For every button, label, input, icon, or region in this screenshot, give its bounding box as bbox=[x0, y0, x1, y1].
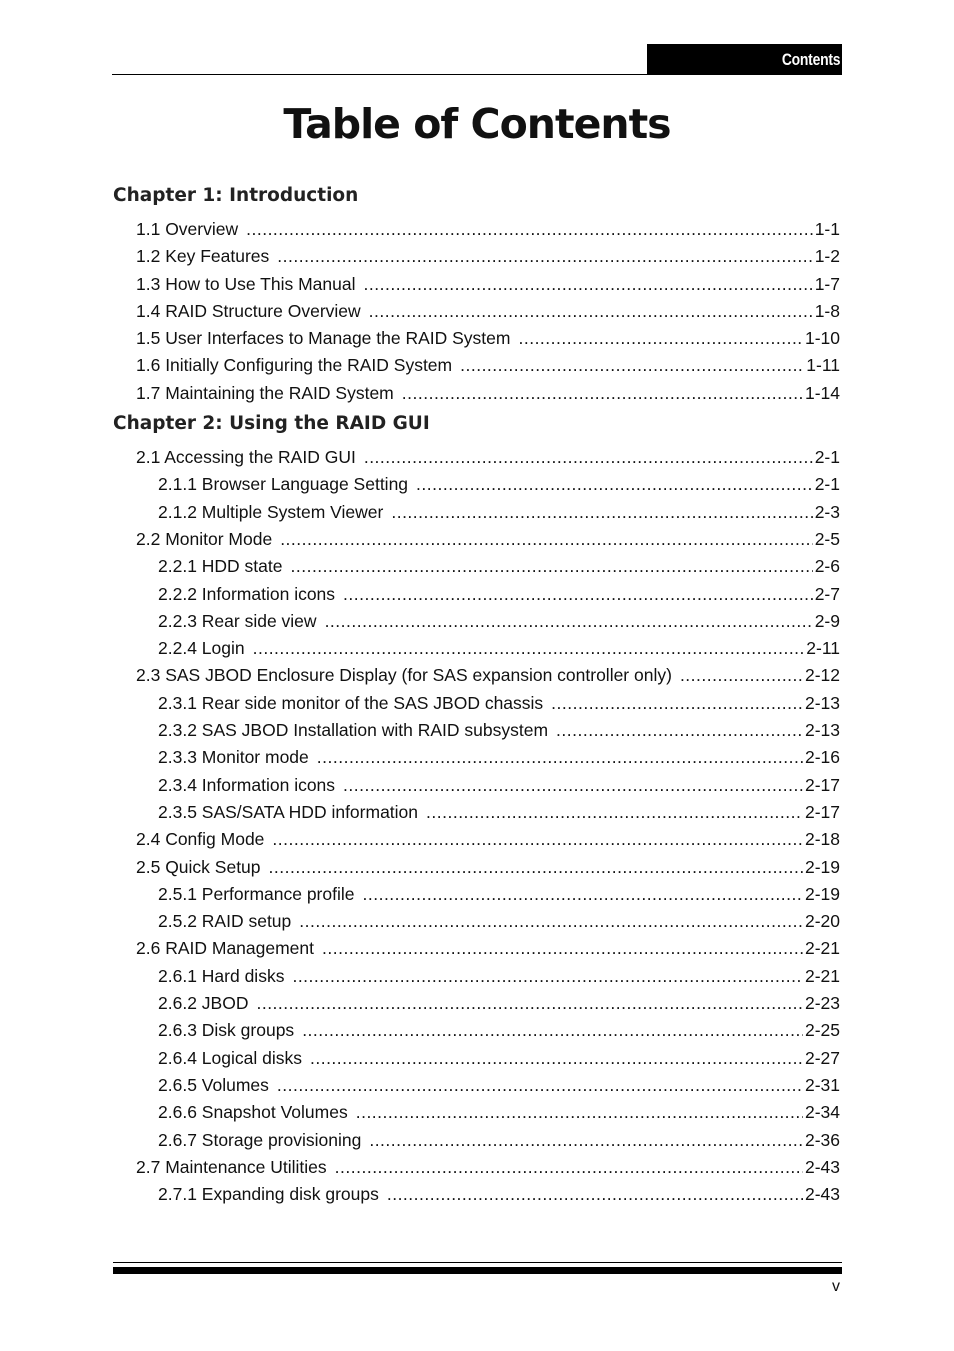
chapter-heading: Chapter 1: Introduction bbox=[113, 185, 359, 206]
dot-leader bbox=[391, 499, 812, 526]
dot-leader bbox=[272, 826, 803, 853]
toc-entry[interactable] bbox=[113, 380, 840, 407]
toc-entry-label: 1.4 RAID Structure Overview bbox=[136, 300, 361, 321]
header-section-label: Contents bbox=[781, 49, 840, 69]
toc-entry-label: 2.6.1 Hard disks bbox=[158, 965, 285, 986]
toc-entry[interactable] bbox=[113, 881, 840, 908]
toc-entry-page: 2-34 bbox=[804, 1102, 840, 1123]
dot-leader bbox=[426, 799, 803, 826]
toc-entry-label: 2.3.2 SAS JBOD Installation with RAID subsystem bbox=[158, 720, 549, 741]
dot-leader bbox=[356, 1099, 803, 1126]
toc-entry-page: 2-9 bbox=[814, 610, 840, 631]
dot-leader bbox=[335, 1154, 803, 1181]
toc-entry-page: 2-3 bbox=[814, 501, 840, 522]
table-of-contents bbox=[113, 181, 840, 1208]
toc-entry[interactable] bbox=[113, 1045, 840, 1072]
page-title: Table of Contents bbox=[283, 100, 671, 148]
dot-leader bbox=[322, 935, 803, 962]
toc-entry[interactable] bbox=[113, 772, 840, 799]
toc-entry-page: 2-43 bbox=[804, 1156, 840, 1177]
toc-entry-label: 2.6.2 JBOD bbox=[158, 993, 249, 1014]
toc-entry[interactable] bbox=[113, 744, 840, 771]
dot-leader bbox=[292, 963, 803, 990]
toc-entry-label: 1.5 User Interfaces to Manage the RAID System bbox=[136, 328, 511, 349]
dot-leader bbox=[680, 662, 803, 689]
toc-entry[interactable] bbox=[113, 908, 840, 935]
toc-entry-label: 1.7 Maintaining the RAID System bbox=[136, 382, 394, 403]
toc-entry[interactable] bbox=[113, 298, 840, 325]
toc-entry-page: 2-21 bbox=[804, 965, 840, 986]
toc-entry[interactable] bbox=[113, 826, 840, 853]
toc-entry[interactable] bbox=[113, 608, 840, 635]
toc-entry-page: 1-2 bbox=[814, 246, 840, 267]
toc-entry-label: 2.5 Quick Setup bbox=[136, 856, 261, 877]
toc-entry[interactable] bbox=[113, 1017, 840, 1044]
toc-entry-label: 2.4 Config Mode bbox=[136, 829, 265, 850]
toc-entry-label: 2.3.1 Rear side monitor of the SAS JBOD chassis bbox=[158, 692, 544, 713]
page-number: v bbox=[832, 1278, 840, 1295]
footer-rule-thin bbox=[113, 1262, 842, 1263]
toc-entry-label: 2.6.3 Disk groups bbox=[158, 1020, 295, 1041]
toc-entry-label: 2.7 Maintenance Utilities bbox=[136, 1156, 327, 1177]
toc-entry-label: 2.1 Accessing the RAID GUI bbox=[136, 447, 356, 468]
toc-entry-label: 2.6.7 Storage provisioning bbox=[158, 1129, 362, 1150]
header-section-tab bbox=[647, 44, 842, 75]
toc-entry-label: 1.6 Initially Configuring the RAID System bbox=[136, 355, 453, 376]
toc-entry-page: 2-16 bbox=[804, 747, 840, 768]
toc-entry-page: 2-20 bbox=[804, 911, 840, 932]
toc-entry-page: 2-7 bbox=[814, 583, 840, 604]
chapter-heading: Chapter 2: Using the RAID GUI bbox=[113, 413, 430, 435]
toc-entry[interactable] bbox=[113, 854, 840, 881]
toc-entry-page: 2-18 bbox=[804, 829, 840, 850]
toc-entry[interactable] bbox=[113, 499, 840, 526]
dot-leader bbox=[460, 352, 804, 379]
toc-entry-label: 2.3.5 SAS/SATA HDD information bbox=[158, 801, 419, 822]
toc-entry-page: 2-36 bbox=[804, 1129, 840, 1150]
toc-entry[interactable] bbox=[113, 581, 840, 608]
dot-leader bbox=[246, 216, 813, 243]
toc-entry[interactable] bbox=[113, 1181, 840, 1208]
toc-entry[interactable] bbox=[113, 526, 840, 553]
toc-entry[interactable] bbox=[113, 717, 840, 744]
dot-leader bbox=[556, 717, 803, 744]
dot-leader bbox=[343, 581, 813, 608]
toc-entry-label: 2.3.3 Monitor mode bbox=[158, 747, 309, 768]
dot-leader bbox=[387, 1181, 803, 1208]
toc-entry-page: 2-17 bbox=[804, 801, 840, 822]
toc-entry-page: 2-1 bbox=[814, 447, 840, 468]
toc-entry[interactable] bbox=[113, 963, 840, 990]
toc-entry[interactable] bbox=[113, 1127, 840, 1154]
dot-leader bbox=[416, 471, 813, 498]
toc-entry[interactable] bbox=[113, 553, 840, 580]
toc-entry[interactable] bbox=[113, 1099, 840, 1126]
dot-leader bbox=[369, 298, 813, 325]
dot-leader bbox=[518, 325, 802, 352]
toc-entry[interactable] bbox=[113, 1154, 840, 1181]
toc-entry-label: 2.2.3 Rear side view bbox=[158, 610, 317, 631]
toc-entry-label: 2.2 Monitor Mode bbox=[136, 528, 273, 549]
dot-leader bbox=[364, 271, 813, 298]
toc-entry-page: 2-19 bbox=[804, 883, 840, 904]
toc-entry-page: 2-19 bbox=[804, 856, 840, 877]
dot-leader bbox=[369, 1127, 803, 1154]
toc-entry[interactable] bbox=[113, 662, 840, 689]
toc-entry[interactable] bbox=[113, 325, 840, 352]
dot-leader bbox=[256, 990, 803, 1017]
toc-entry-page: 1-1 bbox=[814, 219, 840, 239]
dot-leader bbox=[291, 553, 813, 580]
dot-leader bbox=[402, 380, 803, 407]
toc-entry[interactable] bbox=[113, 352, 840, 379]
toc-entry-label: 2.2.2 Information icons bbox=[158, 583, 336, 604]
toc-entry[interactable] bbox=[113, 271, 840, 298]
dot-leader bbox=[325, 608, 813, 635]
toc-entry[interactable] bbox=[113, 444, 840, 471]
dot-leader bbox=[551, 690, 803, 717]
dot-leader bbox=[364, 444, 813, 471]
toc-entry[interactable] bbox=[113, 690, 840, 717]
dot-leader bbox=[299, 908, 803, 935]
toc-entry-page: 1-8 bbox=[814, 300, 840, 321]
toc-entry[interactable] bbox=[113, 1072, 840, 1099]
dot-leader bbox=[269, 854, 803, 881]
toc-entry-label: 2.3 SAS JBOD Enclosure Display (for SAS expansion controller only) bbox=[136, 665, 672, 686]
toc-entry-label: 2.3.4 Information icons bbox=[158, 774, 336, 795]
dot-leader bbox=[302, 1017, 803, 1044]
dot-leader bbox=[277, 1072, 803, 1099]
toc-entry-page: 2-27 bbox=[804, 1047, 840, 1068]
toc-entry-label: 1.2 Key Features bbox=[136, 246, 270, 267]
toc-entry-label: 1.1 Overview bbox=[136, 219, 239, 239]
toc-entry-page: 2-1 bbox=[814, 474, 840, 495]
toc-entry-label: 2.6.4 Logical disks bbox=[158, 1047, 302, 1068]
toc-entry-page: 2-21 bbox=[804, 938, 840, 959]
toc-entry-label: 2.1.1 Browser Language Setting bbox=[158, 474, 409, 495]
toc-entry-label: 2.1.2 Multiple System Viewer bbox=[158, 501, 384, 522]
dot-leader bbox=[317, 744, 803, 771]
dot-leader bbox=[280, 526, 813, 553]
toc-entry[interactable] bbox=[113, 243, 840, 270]
toc-entry-page: 1-14 bbox=[804, 382, 840, 403]
toc-entry-page: 2-23 bbox=[804, 993, 840, 1014]
toc-entry-label: 2.6.5 Volumes bbox=[158, 1074, 269, 1095]
toc-entry-label: 2.5.2 RAID setup bbox=[158, 911, 292, 932]
toc-entry-page: 2-31 bbox=[804, 1074, 840, 1095]
toc-entry-label: 1.3 How to Use This Manual bbox=[136, 273, 356, 294]
toc-entry[interactable] bbox=[113, 990, 840, 1017]
toc-entry-label: 2.2.4 Login bbox=[158, 638, 245, 659]
toc-entry[interactable] bbox=[113, 216, 840, 243]
toc-entry-label: 2.5.1 Performance profile bbox=[158, 883, 355, 904]
dot-leader bbox=[363, 881, 803, 908]
toc-entry-page: 2-5 bbox=[814, 528, 840, 549]
toc-entry-page: 2-25 bbox=[804, 1020, 840, 1041]
toc-entry-page: 2-11 bbox=[806, 638, 840, 659]
dot-leader bbox=[310, 1045, 803, 1072]
toc-entry-page: 1-7 bbox=[814, 273, 840, 294]
footer-rule-thick bbox=[113, 1267, 842, 1274]
toc-entry-label: 2.7.1 Expanding disk groups bbox=[158, 1184, 379, 1205]
toc-entry[interactable] bbox=[113, 799, 840, 826]
toc-entry-page: 2-13 bbox=[804, 720, 840, 741]
header-rule bbox=[112, 74, 842, 75]
dot-leader bbox=[253, 635, 805, 662]
toc-entry-page: 2-12 bbox=[804, 665, 840, 686]
toc-entry-page: 1-11 bbox=[806, 355, 840, 376]
toc-entry[interactable] bbox=[113, 635, 840, 662]
toc-entry-page: 2-6 bbox=[814, 556, 840, 577]
toc-entry-label: 2.6 RAID Management bbox=[136, 938, 315, 959]
toc-entry-page: 1-10 bbox=[804, 328, 840, 349]
dot-leader bbox=[343, 772, 803, 799]
toc-entry-page: 2-13 bbox=[804, 692, 840, 713]
toc-entry-page: 2-43 bbox=[804, 1184, 840, 1205]
toc-entry-page: 2-17 bbox=[804, 774, 840, 795]
dot-leader bbox=[277, 243, 812, 270]
toc-entry[interactable] bbox=[113, 935, 840, 962]
toc-entry-label: 2.2.1 HDD state bbox=[158, 556, 283, 577]
toc-entry-label: 2.6.6 Snapshot Volumes bbox=[158, 1102, 348, 1123]
toc-entry[interactable] bbox=[113, 471, 840, 498]
